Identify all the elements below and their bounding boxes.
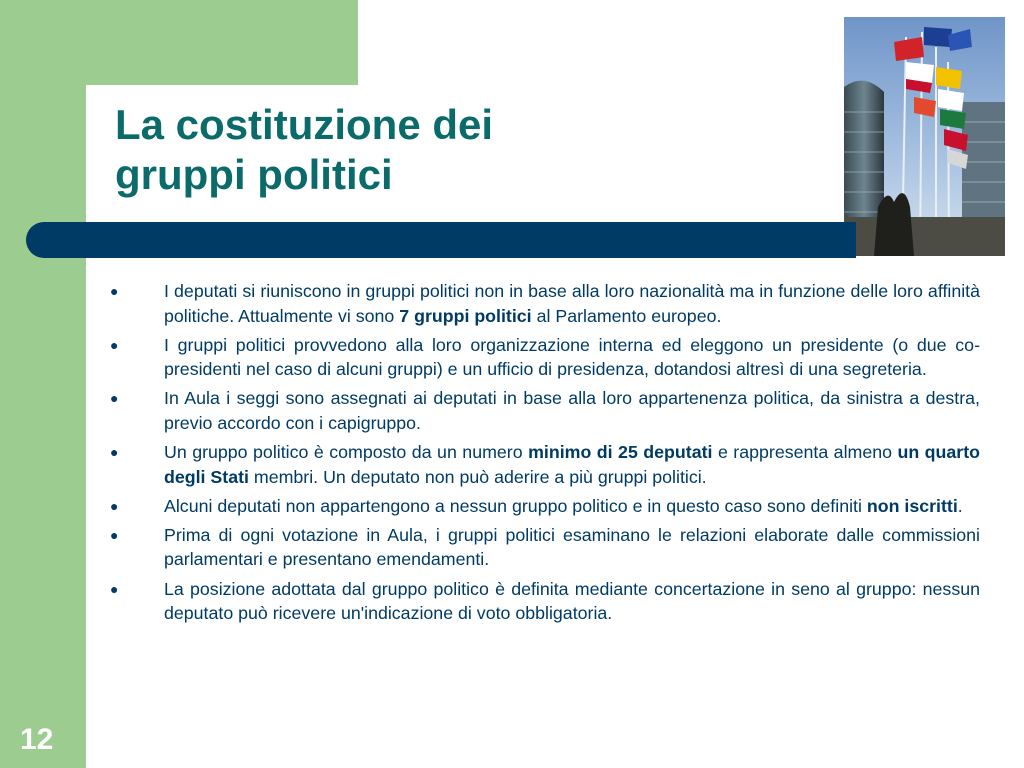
bullet-bold-text: non iscritti [866, 495, 958, 516]
list-item [104, 333, 980, 382]
bullet-bold-text: minimo di 25 deputati [528, 442, 713, 463]
list-item [104, 494, 980, 519]
list-item [104, 279, 980, 328]
slide-title-line2: gruppi politici [115, 151, 393, 198]
list-item [104, 577, 980, 626]
green-side-panel [0, 0, 86, 768]
bullet-list [104, 279, 980, 630]
bullet-text: membri. Un deputato non può aderire a più gruppi politici. [248, 466, 707, 487]
bullet-text: Prima di ogni votazione in Aula, i gruppi politici esaminano le relazioni elaborate dalle commissioni parlamentari e presentano emendamenti. [164, 524, 980, 570]
european-parliament-flags-photo [844, 17, 1005, 256]
slide-title [115, 100, 675, 200]
bullet-dot-icon: ● [110, 526, 119, 543]
bullet-dot-icon: ● [110, 336, 119, 353]
slide-title-line1: La costituzione dei [115, 101, 494, 148]
list-item [104, 523, 980, 572]
bullet-dot-icon: ● [110, 580, 119, 597]
bullet-text: al Parlamento europeo. [531, 305, 722, 326]
bullet-text: In Aula i seggi sono assegnati ai deputati in base alla loro appartenenza politica, da sinistra a destra, previo accordo con i capigruppo. [164, 388, 980, 433]
bullet-text: I deputati si riuniscono in gruppi politici non in base alla loro nazionalità ma in funzione delle loro affinità politiche. Attualmente vi sono [164, 281, 980, 326]
bullet-bold-text: 7 gruppi politici [399, 305, 532, 326]
list-item [104, 386, 980, 435]
list-item [104, 440, 980, 489]
bullet-text: Alcuni deputati non appartengono a nessun gruppo politico e in questo caso sono definiti [164, 495, 867, 516]
bullet-text: La posizione adottata dal gruppo politico è definita mediante concertazione in seno al gruppo: nessun deputato può ricevere un'indicazione di voto obbligatoria. [164, 578, 980, 624]
bullet-dot-icon: ● [110, 497, 119, 514]
bullet-dot-icon: ● [110, 444, 119, 461]
bullet-text: I gruppi politici provvedono alla loro organizzazione interna ed eleggono un presidente (o due co-presidenti nel caso di alcuni gruppi) e un ufficio di presidenza, dotandosi altresì di una segreteria. [164, 334, 980, 380]
green-top-panel [86, 0, 358, 85]
page-number: 12 [20, 723, 54, 756]
bullet-dot-icon: ● [110, 390, 119, 407]
bullet-text: . [957, 495, 963, 516]
bullet-text: Un gruppo politico è composto da un numero [164, 442, 529, 463]
title-divider-bar [26, 222, 856, 258]
bullet-dot-icon: ● [110, 283, 119, 299]
bullet-bold-text: un quarto degli Stati [164, 442, 980, 487]
bullet-text: e rappresenta almeno [712, 442, 898, 463]
